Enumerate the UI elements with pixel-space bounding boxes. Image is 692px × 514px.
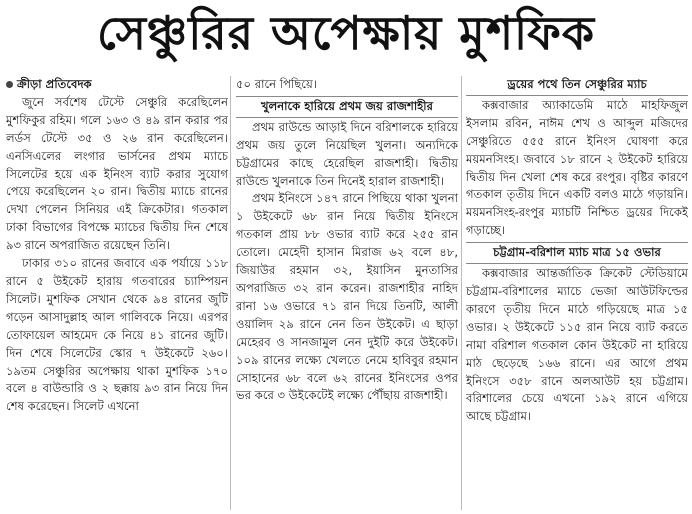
- subheading-draw-match: ড্রয়ের পথে তিন সেঞ্চুরির ম্যাচ: [466, 76, 688, 96]
- headline: সেঞ্চুরির অপেক্ষায় মুশফিক: [96, 6, 595, 60]
- byline: [6, 76, 228, 94]
- column-3: [466, 76, 688, 514]
- column-2: [236, 76, 458, 514]
- paragraph: কক্সবাজার আন্তর্জাতিক ক্রিকেট স্টেডিয়ামে চট্টগ্রাম-বরিশালের ম্যাচে ভেজা আউটফিল্ডের কারণে তৃতীয় দিনে মাঠে গড়িয়েছে মাত্র ১৫ ওভার। ২ উইকেটে ১১৫ রান নিয়ে ব্যাট করতে নামা বরিশাল গতকাল কোন উইকেট না হারিয়ে মাঠ ছেড়েছে ১৬৬ রানে। এর আগে প্রথম ইনিংসে ৩৫৮ রানে অলআউট হয় চট্টগ্রাম। বরিশালের চেয়ে এখনো ১৯২ রানে এগিয়ে আছে চট্টগ্রাম।: [466, 266, 688, 424]
- paragraph: কক্সবাজার অ্যাকাডেমি মাঠে মাহফিজুল ইসলাম রবিন, নাঈম শেখ ও আব্দুল মজিদের সেঞ্চুরিতে ৫৫৫ রানে ইনিংস ঘোষণা করে ময়মনসিংহ। জবাবে ১৮ রানে ২ উইকেট হারিয়ে দ্বিতীয় দিন খেলা শেষ করে রংপুর। বৃষ্টির কারণে গতকাল তৃতীয় দিনে একটি বলও মাঠে গড়ায়নি। ময়মনসিংহ-রংপুর ম্যাচটি নিশ্চিত ড্রয়ের দিকেই গড়াচ্ছে।: [466, 97, 688, 238]
- paragraph: প্রথম রাউন্ডে আড়াই দিনে বরিশালকে হারিয়ে প্রথম জয় তুলে নিয়েছিল খুলনা। অন্যদিকে চট্টগ্রামের কাছে হেরেছিল রাজশাহী। দ্বিতীয় রাউন্ডে খুলনাকে তিন দিনেই হারাল রাজশাহী।: [236, 119, 458, 188]
- column-1: [6, 76, 228, 514]
- paragraph: ঢাকার ৩১০ রানের জবাবে এক পর্যায়ে ১১৮ রানে ৫ উইকেট হারায় গতবারের চ্যাম্পিয়ন সিলেট। মুশফিক সেখান থেকে ৯৪ রানের জুটি গড়েন আসাদুল্লাহ আল গালিবকে নিয়ে। এরপর তোফায়েল আহমেদ কে নিয়ে ৪১ রানের জুটি। দিন শেষে সিলেটের স্কোর ৭ উইকেটে ২৬০। ১৯তম সেঞ্চুরির অপেক্ষায় থাকা মুশফিক ১৭০ বলে ৪ বাউন্ডারি ও ২ ছক্কায় ৯৩ রান নিয়ে দিন শেষ করেছেন। সিলেট এখনো: [6, 256, 228, 414]
- byline-text: ক্রীড়া প্রতিবেদক: [17, 77, 92, 91]
- subheading-ctg-barishal: চট্টগ্রাম-বরিশাল ম্যাচ মাত্র ১৫ ওভার: [466, 242, 688, 264]
- column-divider: [230, 76, 231, 510]
- paragraph: প্রথম ইনিংসে ১৪৭ রানে পিছিয়ে থাকা খুলনা ১ উইকেটে ৬৮ রান নিয়ে দ্বিতীয় ইনিংসে গতকাল প্রায় ৮৮ ওভার ব্যাট করে ২৫৫ রান তোলে। মেহেদী হাসান মিরাজ ৬২ বলে ৪৮, জিয়াউর রহমান ৩২, ইয়াসিন মুনতাসির অপরাজিত ৩২ রান করেন। রাজশাহীর নাহিদ রানা ১৬ ওভারে ৭১ রান দিয়ে তিনটি, আলী ওয়ালিদ ২৯ রানে নেন তিন উইকেট। এ ছাড়া মেহেরব ও সানজামুল নেন দুইটি করে উইকেট। ১০৯ রানের লক্ষ্যে খেলতে নেমে হাবিবুর রহমান সোহানের ৬৮ বলে ৬২ রানের ইনিংসের ওপর ভর করে ৩ উইকেটেই লক্ষ্যে পৌঁছায় রাজশাহী।: [236, 191, 458, 403]
- paragraph: জুনে সর্বশেষ টেস্টে সেঞ্চুরি করেছিলেন মুশফিকুর রহিম। গলে ১৬৩ ও ৪৯ রান করার পর লর্ডস টেস্টে ৩৫ ও ২৬ রান করেছিলেন। এনসিএলের লংগার ভার্সনের প্রথম ম্যাচে সিলেটের হয়ে এক ইনিংস ব্যাট করার সুযোগ পেয়ে করেছিলেন ২০ রান। দ্বিতীয় ম্যাচে রানের দেখা পেলেন সিনিয়র এই ক্রিকেটার। গতকাল ঢাকা বিভাগের বিপক্ষে ম্যাচের দ্বিতীয় দিন শেষে ৯৩ রানে অপরাজিত রয়েছেন তিনি।: [6, 94, 228, 253]
- subheading-khulna-rajshahi: খুলনাকে হারিয়ে প্রথম জয় রাজশাহীর: [236, 96, 458, 118]
- bullet-icon: [6, 81, 13, 88]
- column-divider: [461, 76, 462, 510]
- paragraph-continuation: ৫০ রানে পিছিয়ে।: [236, 77, 317, 91]
